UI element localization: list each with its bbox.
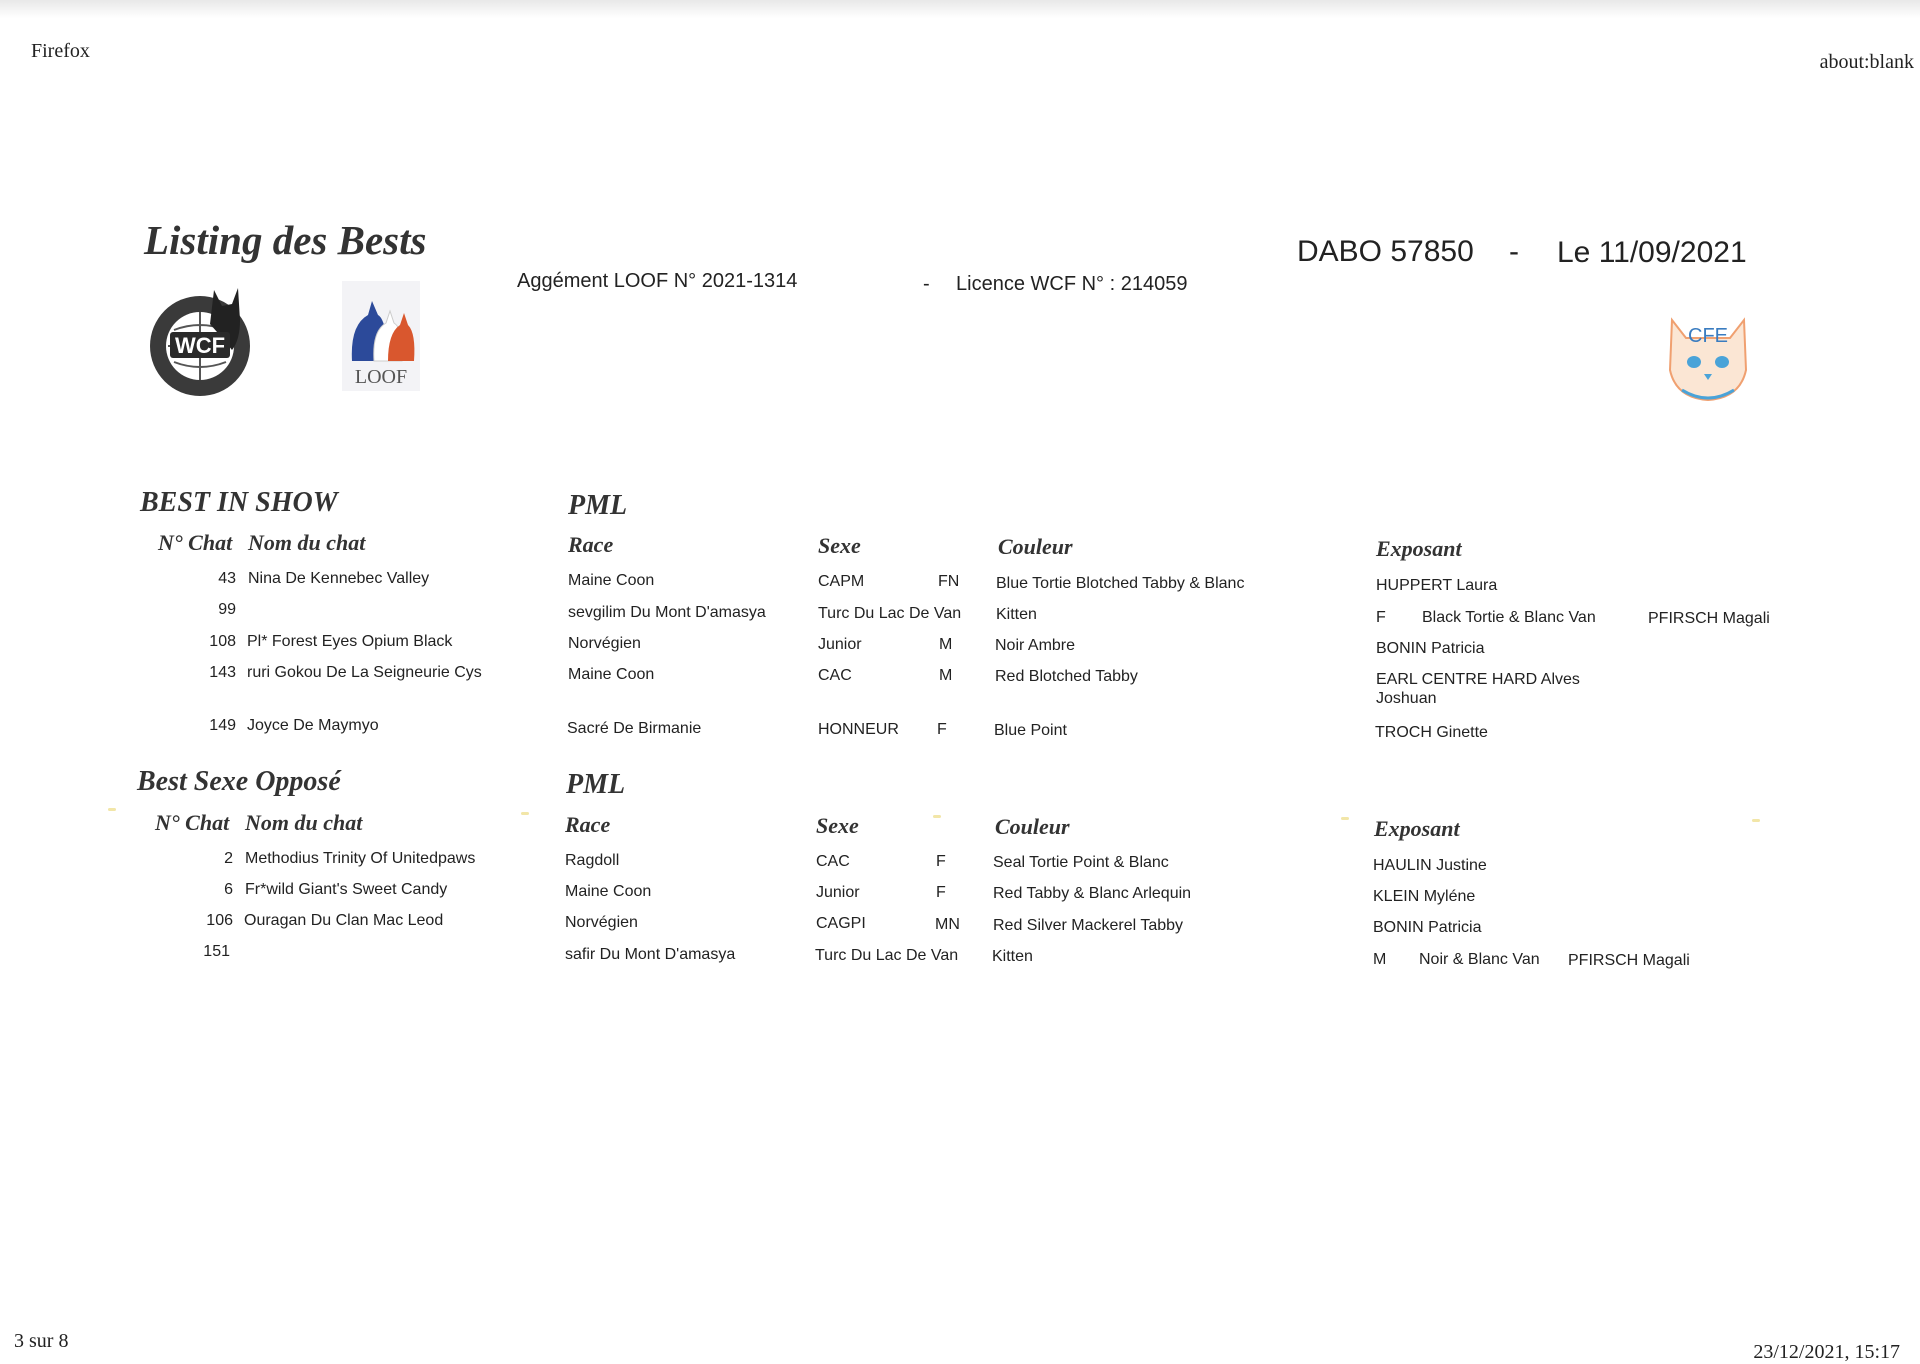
section-heading-best-sexe-oppose: Best Sexe Opposé <box>137 766 341 797</box>
scan-fleck <box>521 812 529 815</box>
cat-color: Blue Tortie Blotched Tabby & Blanc <box>996 575 1245 592</box>
cat-color: Blue Point <box>994 722 1067 739</box>
column-header-couleur: Couleur <box>998 534 1073 559</box>
section-heading-best-in-show: BEST IN SHOW <box>140 487 338 518</box>
cat-sex: MN <box>935 916 960 933</box>
cat-class: CAPM <box>818 573 865 590</box>
column-header-exposant: Exposant <box>1374 816 1460 841</box>
cat-class: CAC <box>818 667 852 684</box>
loof-logo-text: LOOF <box>354 366 408 388</box>
cat-class: Junior <box>816 884 860 901</box>
cat-race: sevgilim Du Mont D'amasya <box>568 604 766 621</box>
cat-exhibitor: TROCH Ginette <box>1375 724 1488 741</box>
category-label: PML <box>566 769 626 800</box>
print-datetime: 23/12/2021, 15:17 <box>1753 1341 1900 1363</box>
scan-top-band <box>0 0 1920 18</box>
cfe-cat-logo <box>1660 310 1756 410</box>
cat-race: Norvégien <box>565 914 638 931</box>
cat-race: safir Du Mont D'amasya <box>565 946 736 963</box>
licence-wcf: Licence WCF N° : 214059 <box>956 273 1188 295</box>
cat-number: 143 <box>209 664 236 681</box>
cat-sex: F <box>936 853 946 870</box>
cat-number: 108 <box>209 633 236 650</box>
browser-url: about:blank <box>1819 51 1914 73</box>
cat-race: Maine Coon <box>565 883 652 900</box>
cat-race: Ragdoll <box>565 852 620 869</box>
cat-class: Turc Du Lac De Van <box>815 947 959 964</box>
column-header-couleur: Couleur <box>995 814 1070 839</box>
cat-number: 43 <box>218 570 236 587</box>
cat-exhibitor: BONIN Patricia <box>1373 919 1482 936</box>
scan-fleck <box>1341 817 1349 820</box>
cfe-logo-text: CFE <box>1688 325 1728 347</box>
cat-number: 149 <box>209 717 236 734</box>
wcf-logo <box>140 280 262 400</box>
column-header-race: Race <box>568 532 614 557</box>
show-date: Le 11/09/2021 <box>1557 236 1747 269</box>
cat-color: Red Blotched Tabby <box>995 668 1138 685</box>
cat-sex: F <box>936 884 946 901</box>
cat-color: Red Silver Mackerel Tabby <box>993 917 1184 934</box>
cat-color: Seal Tortie Point & Blanc <box>993 854 1169 871</box>
column-header-num: N° Chat <box>158 530 233 555</box>
cat-sex-shifted: M <box>1373 951 1387 968</box>
column-header-num: N° Chat <box>155 810 230 835</box>
cat-exhibitor: KLEIN Myléne <box>1373 888 1476 905</box>
cat-sex: F <box>937 721 947 738</box>
cat-name: Methodius Trinity Of Unitedpaws <box>245 850 476 867</box>
cat-race: Sacré De Birmanie <box>567 720 702 737</box>
cat-color-shifted: Black Tortie & Blanc Van <box>1422 609 1596 626</box>
cat-number: 151 <box>203 943 230 960</box>
cat-name: Ouragan Du Clan Mac Leod <box>244 912 444 929</box>
cat-class: CAGPI <box>816 915 866 932</box>
cat-class: CAC <box>816 853 850 870</box>
cat-exhibitor: HUPPERT Laura <box>1376 577 1498 594</box>
cat-color: Noir Ambre <box>995 637 1076 654</box>
cat-race: Maine Coon <box>568 572 655 589</box>
cat-exhibitor: HAULIN Justine <box>1373 857 1487 874</box>
cat-name: Nina De Kennebec Valley <box>248 570 430 587</box>
document-title: Listing des Bests <box>144 217 427 263</box>
cat-exhibitor: BONIN Patricia <box>1376 640 1485 657</box>
cat-number: 6 <box>224 881 233 898</box>
header-separator: - <box>923 273 930 295</box>
cat-sex: M <box>939 667 953 684</box>
column-header-sexe: Sexe <box>816 813 859 838</box>
cat-name: Fr*wild Giant's Sweet Candy <box>245 881 448 898</box>
wcf-logo-text: WCF <box>174 333 226 358</box>
browser-app-name: Firefox <box>31 40 90 62</box>
cat-exhibitor-line2: Joshuan <box>1376 690 1437 707</box>
loof-logo <box>342 281 420 391</box>
cat-race: Maine Coon <box>568 666 655 683</box>
scan-fleck <box>108 808 116 811</box>
cat-exhibitor-line1: EARL CENTRE HARD Alves <box>1376 671 1580 688</box>
cat-sex: M <box>939 636 953 653</box>
cat-name: Joyce De Maymyo <box>247 717 379 734</box>
column-header-name: Nom du chat <box>248 530 366 555</box>
cat-class: Junior <box>818 636 862 653</box>
cat-number: 99 <box>218 601 236 618</box>
scan-fleck <box>933 815 941 818</box>
scan-fleck <box>1752 819 1760 822</box>
cat-race: Norvégien <box>568 635 641 652</box>
column-header-sexe: Sexe <box>818 533 861 558</box>
cat-exhibitor: PFIRSCH Magali <box>1568 952 1690 969</box>
cat-sex-shifted: F <box>1376 609 1386 626</box>
place-date-separator: - <box>1509 235 1519 268</box>
cat-class: HONNEUR <box>818 721 899 738</box>
cat-class: Turc Du Lac De Van <box>818 605 962 622</box>
cat-color-shifted: Noir & Blanc Van <box>1419 951 1540 968</box>
column-header-exposant: Exposant <box>1376 536 1462 561</box>
agrement-loof: Aggément LOOF N° 2021-1314 <box>517 270 798 292</box>
cat-color: Red Tabby & Blanc Arlequin <box>993 885 1192 902</box>
cat-color: Kitten <box>996 606 1037 623</box>
show-place: DABO 57850 <box>1297 235 1474 268</box>
cat-exhibitor: PFIRSCH Magali <box>1648 610 1770 627</box>
cat-number: 106 <box>206 912 233 929</box>
cat-number: 2 <box>224 850 233 867</box>
column-header-name: Nom du chat <box>245 810 363 835</box>
cat-sex: FN <box>938 573 960 590</box>
category-label: PML <box>568 490 628 521</box>
cat-name: ruri Gokou De La Seigneurie Cys <box>247 664 482 681</box>
cat-color: Kitten <box>992 948 1033 965</box>
cat-name: Pl* Forest Eyes Opium Black <box>247 633 453 650</box>
page-indicator: 3 sur 8 <box>14 1330 69 1352</box>
column-header-race: Race <box>565 812 611 837</box>
